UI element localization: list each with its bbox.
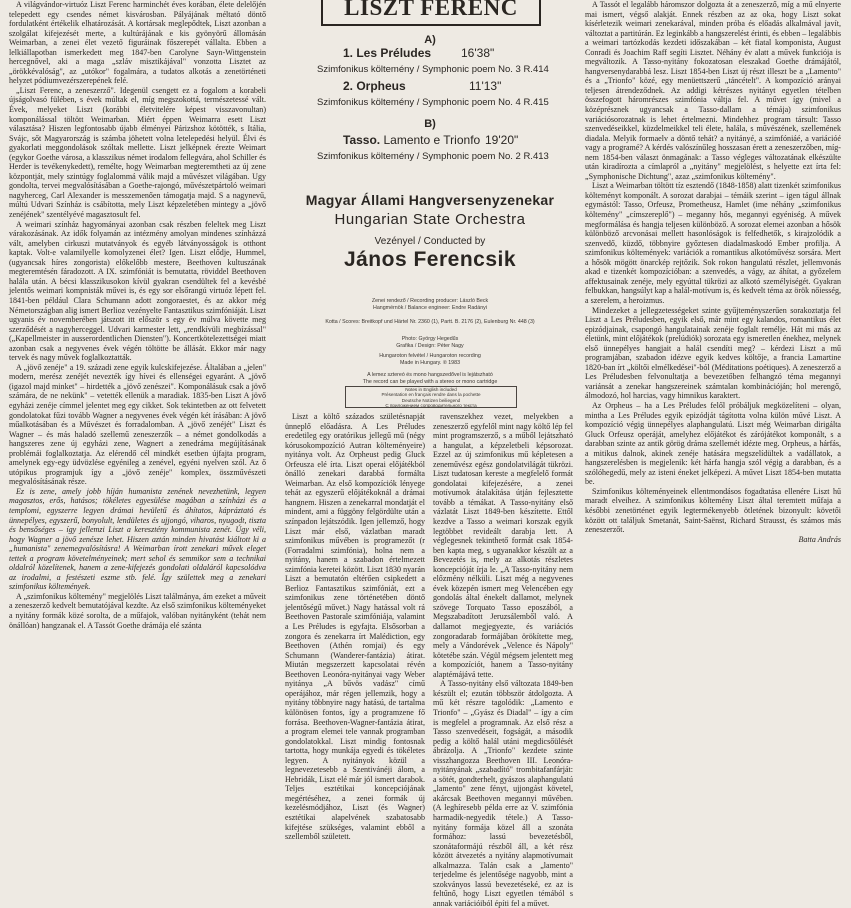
album-title: LISZT FERENC — [344, 0, 518, 20]
paragraph: A „szimfonikus költemény" megjelölés Liszt találmánya, ám ezeket a műveit a zeneszerző kedvelt bemutatójával kezdte. Az első szimfonikus költeményeket a nyitány formák közé sorolta, de a műfajok, valóban nyitányként (tehát nem önállóan) hangzanak el. A Tassót Goethe drámája elé szánta — [9, 591, 266, 630]
credits-production — [285, 298, 575, 312]
track-2 — [343, 79, 502, 93]
credit-line: The record can be played with a stereo or mono cartridge — [362, 379, 498, 385]
paragraph: „Liszt Ferenc, a zeneszerző". Idegenül csengett ez a fogalom a korabeli újságolvasó fülében, s évek múltak el, míg megszokottá, természetessé vált. Évek, melyeket Liszt (korábbi életvitelére képest visszavonultan) komponálással töltött Weimarban. Miért éppen Weimarra esett Liszt választása? Hiszen legfontosabb újabb élményei Párizshoz kötötték, s Itália, Svájc, sőt Magyarország is számba jöhetett volna letelepedési helyül. Élvi és gyakorlati meggondolások szóltak mellette. Liszt jelképnek érezte Weimart (egykor Goethe városa, a klasszikus német irodalom fellegvára, ahol Schiller és Herder is tevékenykedett), remélte, hogy Weimarban megteremtheti az új zene központját, mely szintúgy foglalommá válik majd a művészet világában. Ugy gondolta, tervei megvalósításában a Goethe-rajongó, művészetpártoló weimari nagyherceg, Carl Alexander is messzemenően támogatja majd. S a nagynevű, múltú Udvari Színház is csábította, mely Liszt képzeletében mintegy a „jövő zenéjének" szentélyévé magasztosult fel. — [9, 85, 266, 220]
liner-notes-column-middle-1 — [285, 412, 425, 842]
track-3-description: Szimfonikus költemény / Symphonic poem No. 2 R.413 — [317, 151, 549, 162]
credit-line: Kotta / Scores: Breitkopf und Härtel Nr. 2360 (1), Partt. B. 2176 (2), Eulenburg Nr. 448 (3) — [325, 319, 535, 325]
paragraph: Az Orpheus – ha a Les Préludes felől próbáljuk megközelíteni – olyan, mintha a Les Préludes egyik epizódját tágította volna külön művé Liszt. A kompozíció végig ünnepélyes alaphangulatú. Liszt még Weimarban dirigálta Gluck Orfeusz operáját, amelyhez előjátékot és zárójátékot komponált, s a darabban szinte az antik görög dráma szellemét idézte meg. Orpheus, a hárfás, a mitikus dalnok, akinek zenéje hatására megszelídültek a vadállatok, a hangszerelésben is megjelenik: két hárfa hangja szól végig a darabban, és a szólóhegedű, mely az isteni éneket jelképezi. A művet Liszt 1854-ben mutatta be. — [585, 400, 841, 487]
credits-cartridge — [285, 372, 575, 386]
paragraph: Liszt a költő százados születésnapját ünneplő előadásra. A Les Préludes eredetileg egy oratórikus jellegű mű (négy kórusokompozíció Autran költeményeire) nyitánya volt. Az Orpheust pedig Gluck Orfeusza elé írta. Liszt operai előjátékból önálló zenekari darabbá formálta Weimarban. Az első kompozíciók lényege tehát az egyszerű előjátékoknál a drámai hangnem. Hiszen a zenekarral mondatját el mindent, ami a függöny felgördülte után a színpadon lejátszódik. Igen jellemző, hogy Liszt már első, vázlatban maradt szimfonikus művében is programezőt (r (Forradalmi szimfónia), holna nem a nyitány, hanem a szabadon értelmezett szimfónia keretei között. Liszt 1830 nyarán Liszt a bemutatón eltérően csipkedett a Berlioz Fantasztikus szimfóniát, ezt a szimfonikus zene történetében döntő jelentőségű művet.) Nagy hatással volt rá Beethoven Pastorale szimfóniája, valamint a Les Préludes is egyfajta. Elsősorban a zongora és zenekarra írt Malédiction, egy Beethoven (Athén romjai) és egy Schumann (Wanderer-fantázia) átirat. Miután megszerzett kapcsolatai révén Beethoven Leonóra-nyitányai vagy Weber nyitánya „A bűvös vadász" című operájához, már régen jellemzik, hogy a nyitány többnyire nagy hatású, de tartalma különösen fontos, így a programzene fő forrása. Beethoven-Wagner-fantázia átirat, a program elemei tele vannak programban gondolatokkal. Liszt mindig fontosnak tartotta, hogy munkája egyedi és tökéletes legyen. A nyitányok közül a legnevezetesebb a Szentivánéji álom, a Hebridák, Liszt elé már jól ismert darabok. Teljes esztétikai koncepciójának megértéséhez, a zenei formák új kezelésmódjához, Liszt (és Wagner) esztétikai alapelvének szabatosabb kifejtése szükséges, valamint ebből a szellemből született. — [285, 412, 425, 842]
credits-recording — [285, 353, 575, 367]
track-1-title: 1. Les Préludes — [343, 46, 432, 60]
credit-line: Grafika / Design: Péter Nagy — [396, 343, 464, 349]
notes-line: С приложением сопроводительного текста — [385, 403, 477, 409]
liner-notes-column-right — [585, 0, 841, 800]
section-a-label: A) — [424, 34, 436, 46]
notes-languages-box — [345, 386, 517, 408]
conducted-by-label: Vezényel / Conducted by — [374, 236, 486, 247]
credits-design — [285, 336, 575, 350]
notes-line: Deutsche Notizen beiliegend — [401, 397, 461, 403]
paragraph: A „jövő zenéje" a 19. századi zene egyik kulcskifejezése. Általában a „jelen" modern, merész zenéjét nevezték így hívei és ellenségei egyaránt. A „jövő (igazol majd minket" – hirdették a „jövő zenészei". Komponálásuk csak a jövő számára, de ne nekünk" – vetették ellenük a maradiak. 1835-ben Liszt A jövő egyházi zenéje címmel jelentet meg egy cikket. Sok tekintetben az ott felvetett gondolatokat fűzi tovább Wagner a negyvenes évek végén két írásában: A jövő műalkotásában és a Művészet és forradalomban. A „jövő zenéjét" Liszt és Wagner – és más haladó szellemű zeneszerzők – a német gondolkodás a hangszeres zene új egyházi zene, Wagnert a zenedráma megújításának problémái foglalkoztatja. Az elérendő cél mindkét esetben újfajta program, amelynek egy-egy üdvözlése egyénileg a zenével, egyéni nyelven szól. Az ő utópikus programjuk így a „jövő zenéje" komplex, összművészeti megvalósításának része. — [9, 362, 266, 487]
credits-scores — [285, 319, 575, 326]
paragraph: Szimfonikus költeményeinek ellentmondásos fogadtatása ellenére Liszt hű maradt elveihez. A szimfonikus költemény Liszt által teremtett műfaja a későbbi zenetörténet egyik legtermékenyebb ötletének bizonyult: követői között ott találjuk Smetanát, Saint-Saënst, Richard Strausst, és számos más zeneszerzőt. — [585, 486, 841, 535]
paragraph: A világvándor-virtuóz Liszt Ferenc harminchét éves korában, élete delelőjén telepedett egy csendes német kisvárosban. Pályájának méltató döntő fordulatként értékelik elhatározását. A kortársak meglepődtek, Liszt azonban a szolgálat kifejezését merte, a kultúrájának e kis gyönyörű állomásán Weimarban, a zenei élet vezető figuráinak főszerepét vállalta. Ebben a lelkiállapotban ismerkedett meg 1847-ben Carolyne Sayn-Wittgenstein hercegnővel, aki a maga „szláv misztikájával" vonzotta Lisztet az „örökkévalóság", az „utókor" fogalmára, a tudatos alkotás a zenetörténeti helyzet pódiumvezérszerepének felé. — [9, 0, 266, 86]
credit-line: A lemez sztereó és mono hangszedővel is lejátszható — [367, 372, 493, 378]
notes-line: Notes in English included — [405, 387, 457, 392]
orchestra-name-hu: Magyar Állami Hangversenyzenekar — [305, 192, 555, 208]
track-2-duration: 11'13" — [469, 79, 502, 93]
credit-line: Zenei rendező / Recording producer: László Beck — [371, 298, 489, 304]
track-2-description: Szimfonikus költemény / Symphonic poem No. 4 R.415 — [317, 97, 549, 108]
paragraph: A Tasso-nyitány első változata 1849-ben készült el; ezután többször átdolgozta. A mű két részre tagolódik: „Lamento e Trionfo" – „Gyász és Diadal" – így a cím is megfelel a programnak. Az első rész a Tasso szenvedéseit, fogságát, a második pedig a költő halál utáni megdicsőülését ábrázolja. A „Trionfo" kezdete szinte visszhangozza Beethoven III. Leonóra-nyitányának „szabadító" trombitafanfárját: a sötét, gondterhelt, gyászos alaphangulatú „lamento" zene fényt, ujjongást követel, akárcsak Beethoven megannyi művében. (A leghíresebb példa erre az V. szimfónia harmadik-negyedik tétele.) A Tasso-nyitány formája közel áll a szonáta formához: lassú bevezetésből, szonátaformájú részből áll, a két rész között átvezetés a nyitány alapmotívumait alkalmazza. Talán csak a „lamento" terjedelme és jelentősége nagyobb, mint a szokványos lassú bevezetéseké, ez az is feltűnő, hogy Liszt egyetlen témából s annak variációiból építi fel a művet. — [433, 679, 573, 908]
paragraph: A Tassót el legalább háromszor dolgozta át a zeneszerző, míg a mű elnyerte mai ismert, végső alakját. Ennek részben az az oka, hogy Liszt sokat kísérletezik weimari zenekarával, minden próba és előadás alkalmával javít, változtat a partitúrán. Ez leginkább a hangszerelést érinti, és ebben – legalábbis a weimari tartózkodás kezdeti időszakában – két fiatal komponista, August Conradi és Joachim Raff segíti Lisztet. Néhány év alatt a művek funkciója is megváltozik. A Tasso-nyitány fokozatosan eleszakad Goethe drámájától, hangversenydarabbá lesz. Liszt 1854-ben Liszt új részt illeszt be a „Lamento" és a „Trionfo" közé, egy menüettszerű „táncételt". A kompozíció arányai teljesen átrendeződnek. Az addigi kétrészes nyitányt egyetlen tételben összefogott háromrészes szimfónia váltja fel. A művet így (mivel a középrésznek ugyancsak a Tasso-dallam a témája) szimfonikus variációsorozatnak is lehet értelmezni. Mindehhez program társult: Tasso szenvedéseikkel, küzdelmeikkel teli élete, halála, s művészének, szellemének diadala. Melyik formaelv a döntő tehát? a nyitányé, a szimfóniáé, a variációé vagy a programé? A kérdés valószínűleg hosszasan érett a zeneszerzőben, míg- nem 1854-ben választ önmagának: a Tasso végleges változatának elkészülte után kiradírozta a címlapról a „nyitány" megjelölést, s helyette ezt írta fel: „Symphonische Dichtung", azaz „szimfonikus költemény". — [585, 0, 841, 181]
paragraph: Liszt a Weimarban töltött tíz esztendő (1848-1858) alatt tizenkét szimfonikus költeményt komponált. A sorozat darabjai – témáik szerint – igen tágul állnak egymástól: Tasso, Orfeusz, Prometheusz, Hamlet (ime néhány „szimfonikus költemény" „címszereplő") – meganny hős, megannyi egyéniség. A művek megformálása és hangja teljesen különböző. A sorozat elemei azonban a hősök különböző arcvonásai mellett hasonlóságok is felfedhetők, s kirajzolódik a szenvedő, küzdő, többnyire győztesen diadalmaskodó Ember profilja. A szimfonikus költemények: variációk a romantikus alkotóművész sorsára. Mert a hősök mögött önarckép rejtőzik. Sok rokon hangulatú részlet, jellemvonás akad e tizenkét kompozícióban: a szenvedés, a vágy, az áhítat, a győzelem affektusainak zenéje, mely egyúttal tükrözi az alkotó személyiségét. Gyakran felbukkan, hangsúlyt kap a halál-motívum is, és kedvelt téma az örök nőiesség, a szerelem, a heroizmus. — [585, 181, 841, 305]
track-1 — [343, 46, 495, 60]
track-3-subtitle: Lamento e Trionfo — [383, 133, 481, 147]
paragraph: ravenszekhez vezet, melyekben a zeneszerző egyfelől mint nagy költő lép fel mint programszerző, s a műből lejátszható a hangulat, a képzeletbeli képsorozat. Ezzel az új szimfonikus mű képletesen a zeneművész egész gondolatvilágát tükrözi. Liszt tudatosan kereste a megfelelő formát gondolatai kifejezésére, a zenei motívumok átalakítása útján fejlesztette tovább a témákat. A Tasso-nyitány első vázlatát Liszt 1849-ben készítette. Ettől kezdve a Tasso a weimari korszak egyik legtöbbet revideált darabja lett. A véglegesnek tekinthető formát csak 1854-ben kapta meg, s ugyanakkor készült az a Bevezetés is, mely az alkotás részletes koncepcióját írja le. „A Tasso-nyitány nem előzmény nélküli. Liszt még a negyvenes évek közepén ismert meg Velencében egy gondolás által énekelt dallamot, melynek szövege Torquato Tasso eposzából, a Megszabadított Jeruzsálemből való. A dallamot megjegyezte, és variációs zongoradarab formájában örökítette meg, mely a Vándorévek „Velence és Nápoly" kötetébe szán. Végül mégsem jelentett meg a kompozíciót, hanem a Tasso-nyitány alaptémájává tette. — [433, 412, 573, 679]
track-1-description: Szimfonikus költemény / Symphonic poem No. 3 R.414 — [317, 64, 549, 75]
track-1-duration: 16'38" — [461, 46, 495, 60]
paragraph: Mindezeket a jellegzetességeket szinte gyűjteményszerűen sorakoztatja fel Liszt a Les Préludesben, egyik első, már mint egy kalandos, romantikus élet epizódjainak, csapongó hangulatainak zenéje foglalt remélje. Hát mi más az életünk, mint előjátékok (prelúdiók) sorozata egy ismeretlen énekhez, melynek első ünnepélyes hangjait a halál csendíti meg? – kérdezi Liszt a mű programjában, szabadon idézve egyik kedves költője, a francia Lamartine 1820-ban írt „költői elmélkedései"-ból (Méditations poétiques). A zeneszerző a Les Préludesben felvonultatja a bevezetőben felhangzó téma megannyi variánsát a zenekar hangszereinek számtalan kombinációján; hol merengő, álmodozó, hol harcias, vagy himnikus karaktert. — [585, 305, 841, 401]
track-3-title: Tasso. — [343, 133, 381, 147]
track-2-title: 2. Orpheus — [343, 79, 406, 93]
orchestra-name-en: Hungarian State Orchestra — [334, 211, 526, 228]
album-header — [285, 0, 575, 412]
liner-notes-column-middle-2 — [433, 412, 573, 908]
author-signature: Batta András — [798, 534, 841, 544]
paragraph: A weimari színház hagyományai azonban csak részben feleltek meg Liszt várakozásának. Az idők folyamán az intézmény amolyan mindenes színházzá vált, amelyben cirkuszi mutatványok és egyéb látványosságok is otthont kaptak. Volt-e valamilyelle komolyzenei élet? Igen. Liszt elődje, Hummel, (ugyancsak híres zongorista) előkelőbb mestere, Beethoven kultuszának megteremtésén fáradozott. A IX. szimfóniát is bemutatta, röviddel Beethoven halála után. A bécsi klasszikusokon kívül gyakran csendültek fel a kevésbé jelentős weimari kompnisták művei is, és egy sor elsőrangú virtuóz lépett fel. 1841-ben például Clara Schumann adott zongoraestet, és az akkor még Németországban alig ismert Berlioz vezényelte Fantasztikus szimfóniáját. Liszt ugyanis év novemberében játszott itt először s egy év múlva követte meg szerződését a nagyherceggel. Udvari karmester lett, „rendkívüli megbízással" („Kapellmeister in ausserordentlichen Diensten"). Koncertkötelezettségei miatt azonban csak a negyvenes évek végén töltötte be állását. Ekkor már nagy tervek és nagy művek foglalkoztatták. — [9, 219, 266, 363]
section-b-label: B) — [424, 118, 436, 130]
track-3 — [343, 133, 519, 147]
credit-line: Hangmérnök / Balance engineer: Endre Radányi — [373, 305, 487, 311]
title-frame — [321, 0, 541, 26]
liner-notes-column-left — [9, 0, 266, 800]
credit-line: Made in Hungary. ℗ 1983 — [399, 360, 461, 366]
credit-line: Hungaroton felvétel / Hungaroton recording — [379, 353, 481, 359]
conductor-name: János Ferencsik — [343, 248, 517, 271]
credit-line: Photo: György Hegedűs — [401, 336, 459, 342]
paragraph: Ez is zene, amely jobb híján humanista zenének nevezhetünk, legyen magasztos, erős, hatásos; tökéletes egyesülése magában a színházi és a templomi, egyszerre legyen drámai hevületű és áhítatos, kápráztató és ünnepélyes, egyszerű, bonyolult, lendületes és ujjongó, viharos, nyugodt, tiszta és bensőséges – így jellemzi Liszt a keresztény kommunista zenét. Úgy véli, hogy Wagner a jövő zenésze lehet. Hiszen aztán minden hivatást kiáltott ki a „humanista" zenemegvalósításra! A Weimarban írott zenekari művek eleget tettek a program követelményeinek; mert sehol és semmikor sem a technikai oldalról közelítenek, hanem a zene-kifejezés gondolati oldaláról kapcsolódva az irodalmi, a festészeti eszme stb. felé. Így születtek meg a zenekari szimfonikus költemények. — [9, 486, 266, 592]
track-3-duration: 19'20" — [485, 133, 519, 147]
notes-line: Présentation en français rendre dans la pochette — [381, 392, 481, 398]
